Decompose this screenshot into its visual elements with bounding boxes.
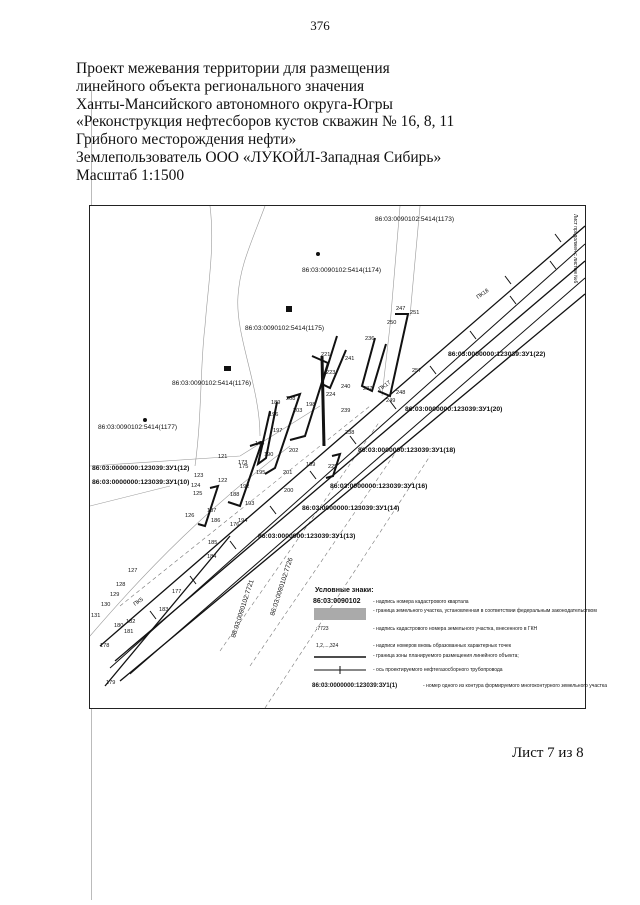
point-number: 190 [264,452,274,458]
point-number: 177 [172,589,182,595]
point-number: 239 [341,408,351,414]
legend-text: - надпись кадастрового номера земельного участка, внесенного в ГКН [373,626,538,632]
zu-label: 86:03:0000000:123039:ЗУ1(13) [258,533,356,540]
point-number: 129 [110,592,120,598]
point-number: 187 [207,508,217,514]
legend-title: Условные знаки: [315,587,374,594]
point-number: 121 [218,454,228,460]
point-number: 198 [306,402,316,408]
title-line: Ханты-Мансийского автономного округа-Югры [76,95,393,113]
point-number: 201 [283,470,293,476]
legend-text: - надпись номера кадастрового квартала [373,599,469,605]
point-number: 174 [255,441,265,447]
point-number: 179 [106,680,116,686]
title-line: Масштаб 1:1500 [76,166,185,184]
legend-symbol: 86:03:0090102 [313,598,361,605]
title-line: линейного объекта регионального значения [76,77,365,95]
sheet-number: Лист 7 из 8 [512,745,584,761]
point-number: 203 [293,408,303,414]
legend-text: - граница земельного участка, установленная в соответствии федеральным законодательством [373,608,597,614]
zu-label: 86:03:0000000:123039:ЗУ1(16) [330,483,428,490]
zu-label: 86:03:0000000:123039:ЗУ1(22) [448,351,546,358]
vertical-parcel-label: 86:03:0090102:7726 [269,556,295,617]
point-number: 221 [321,352,331,358]
point-number: 176 [230,522,240,528]
zu-label: 86:03:0000000:123039:ЗУ1(18) [358,447,456,454]
pipeline-ticks [150,234,561,619]
point-number: 241 [345,356,355,362]
point-number: 248 [396,390,406,396]
point-number: 122 [218,478,228,484]
point-number: 180 [114,623,124,629]
station-label: ПК5 [132,596,145,608]
point-number: 131 [91,613,101,619]
point-number: 193 [245,501,255,507]
point-number: 178 [100,643,110,649]
zu-label: 86:03:0000000:123039:ЗУ1(14) [302,505,400,512]
point-number: 257 [412,368,422,374]
legend-text: - надписи номеров вновь образованных характерных точек [373,643,512,649]
point-number: 202 [289,448,299,454]
point-number: 195 [256,470,266,476]
point-number: 124 [191,483,201,489]
point-number: 126 [185,513,195,519]
zu-label: 86:03:0000000:123039:ЗУ1(20) [405,406,503,413]
continuation-note: Лист продолжен с листом №6 [572,214,578,284]
parcel-label: 86:03:0090102:5414(1173) [375,216,455,223]
point-number: 247 [396,306,406,312]
point-number: 175 [239,464,249,470]
point-number: 184 [207,554,217,560]
point-number: 189 [271,400,281,406]
page-number: 376 [310,18,330,33]
document-title-block [76,60,546,185]
point-number: 183 [159,607,169,613]
point-number: 249 [386,398,396,404]
point-number: 225 [328,464,338,470]
point-numbers [91,306,421,686]
zu-label: 86:03:0000000:123039:ЗУ1(10) [92,479,190,486]
point-number: 199 [306,462,316,468]
parcel-label: 86:03:0090102:5414(1177) [98,424,178,431]
point-number: 125 [193,491,203,497]
point-number: 173 [238,460,248,466]
map-drawing [90,206,607,708]
point-number: 182 [126,619,136,625]
point-number: 123 [194,473,204,479]
point-number: 250 [387,320,397,326]
point-number: 188 [230,492,240,498]
point-number: 236 [365,336,375,342]
point-number: 238 [345,430,355,436]
station-label: ПК17 [377,379,393,393]
legend-symbol: 1,2,...,324 [316,643,339,649]
point-number: 237 [363,386,373,392]
point-number: 186 [211,518,221,524]
point-number: 196 [269,412,279,418]
point-number: 224 [326,392,336,398]
point-number: 185 [208,540,218,546]
station-label: ПК18 [475,287,491,301]
legend-symbol: 86:03:0000000:123039:ЗУ1(1) [312,682,398,689]
title-line: Проект межевания территории для размещения [76,60,390,77]
title-line: «Реконструкция нефтесборов кустов скважин № 16, 8, 11 [76,113,455,131]
parcel-label: 86:03:0090102:5414(1176) [172,380,252,387]
parcel-label: 86:03:0090102:5414(1175) [245,325,325,332]
point-number: 194 [238,518,248,524]
legend-symbol: :7723 [316,626,329,632]
point-number: 240 [341,384,351,390]
map-legend [312,587,607,689]
crossing-line [322,356,324,446]
point-number: 181 [124,629,134,635]
point-number: 251 [410,310,420,316]
point-number: 128 [116,582,126,588]
survey-map [89,205,607,709]
legend-text: - граница зоны планируемого размещения линейного объекта; [373,653,519,659]
point-number: 200 [284,488,294,494]
point-number: 130 [101,602,111,608]
vertical-parcel-label: 86:03:0090102:7721 [230,578,256,639]
legend-text: - ось проектируемого нефтегазосборного трубопровода [373,667,503,673]
title-line: Грибного месторождения нефти» [76,131,297,149]
point-number: 192 [240,484,250,490]
parcel-label: 86:03:0090102:5414(1174) [302,267,382,274]
legend-swatch [314,608,366,620]
zu-label: 86:03:0000000:123039:ЗУ1(12) [92,465,190,472]
point-number: 127 [128,568,138,574]
point-number: 197 [273,428,283,434]
title-line: Землепользователь ООО «ЛУКОЙЛ-Западная Сибирь» [76,148,442,166]
legend-text: - номер одного из контура формируемого многоконтурного земельного участка [423,683,607,689]
point-number: 208 [286,396,296,402]
point-number: 223 [326,370,336,376]
